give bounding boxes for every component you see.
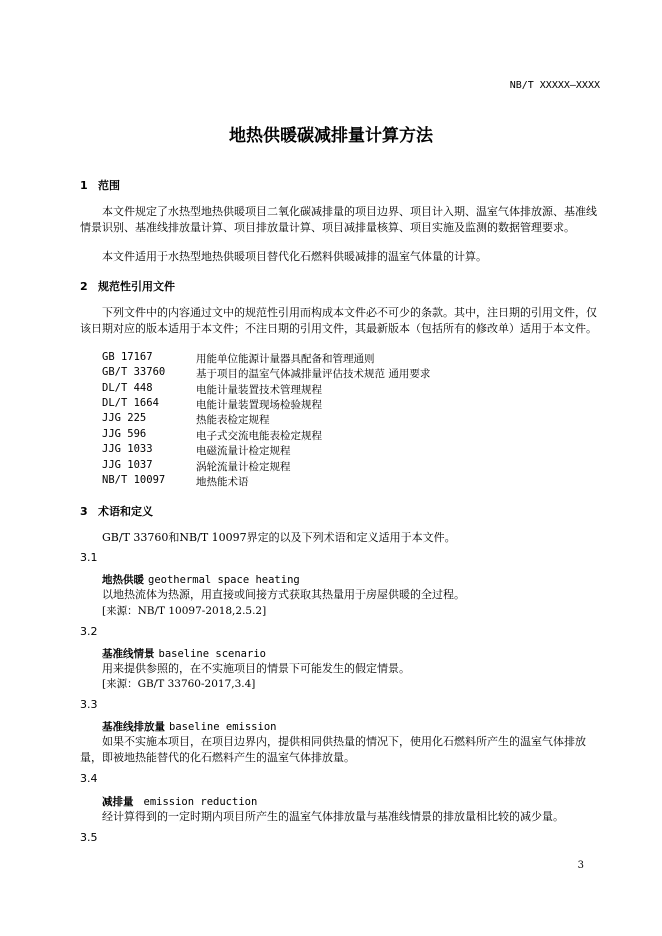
reference-code: GB/T 33760 [102, 366, 166, 378]
reference-title: 地热能术语 [196, 476, 249, 488]
section-3-paragraph-1: GB/T 33760和NB/T 10097界定的以及下列术语和定义适用于本文件。 [102, 531, 456, 544]
section-2-heading [80, 278, 175, 294]
reference-title: 涡轮流量计检定规程 [196, 461, 291, 473]
reference-title: 基于项目的温室气体减排量评估技术规范 通用要求 [196, 368, 431, 380]
term-name [102, 646, 266, 661]
page-title: 地热供暖碳减排量计算方法 [229, 126, 433, 146]
reference-title: 电能计量装置现场检验规程 [196, 399, 322, 411]
section-2-paragraph-1: 下列文件中的内容通过文中的规范性引用而构成本文件必不可少的条款。其中，注日期的引用文件，仅该日期对应的版本适用于本文件；不注日期的引用文件，其最新版本（包括所有的修改单）适用于本文件。 [80, 306, 597, 335]
reference-code: DL/T 448 [102, 382, 153, 394]
section-number: 2 [80, 280, 88, 293]
reference-title: 电子式交流电能表检定规程 [196, 430, 322, 442]
term-source: [来源：NB/T 10097-2018,2.5.2] [102, 605, 267, 617]
reference-code: GB 17167 [102, 351, 153, 363]
section-number: 1 [80, 179, 88, 192]
reference-title: 电能计量装置技术管理规程 [196, 384, 322, 396]
section-1-paragraph-2: 本文件适用于水热型地热供暖项目替代化石燃料供暖减排的温室气体量的计算。 [102, 250, 487, 263]
term-definition: 经计算得到的一定时期内项目所产生的温室气体排放量与基准线情景的排放量相比较的减少量。 [102, 810, 564, 823]
section-3-heading [80, 503, 153, 519]
reference-code: DL/T 1664 [102, 397, 159, 409]
reference-title: 热能表检定规程 [196, 414, 270, 426]
term-name-en: baseline emission [169, 721, 277, 733]
term-number: 3.3 [80, 698, 98, 711]
document-code: NB/T XXXXX—XXXX [509, 80, 600, 91]
reference-title: 用能单位能源计量器具配备和管理通则 [196, 353, 375, 365]
term-name-cn: 地热供暖 [102, 574, 144, 586]
term-number: 3.5 [80, 831, 98, 844]
term-definition: 用来提供参照的，在不实施项目的情景下可能发生的假定情景。 [102, 662, 410, 675]
term-source: [来源：GB/T 33760-2017,3.4] [102, 678, 256, 690]
section-1-heading [80, 177, 120, 193]
section-title: 规范性引用文件 [98, 280, 175, 293]
term-name [102, 572, 300, 587]
term-name [102, 719, 276, 734]
term-number: 3.1 [80, 551, 98, 564]
term-number: 3.4 [80, 772, 98, 785]
term-name-cn: 基准线排放量 [102, 721, 165, 733]
section-title: 范围 [98, 179, 120, 192]
page-number: 3 [577, 860, 584, 871]
reference-code: JJG 596 [102, 428, 147, 440]
term-name-en: geothermal space heating [148, 574, 300, 586]
term-definition: 以地热流体为热源，用直接或间接方式获取其热量用于房屋供暖的全过程。 [102, 588, 465, 601]
term-name-en: baseline scenario [158, 648, 266, 660]
reference-code: JJG 1033 [102, 443, 153, 455]
section-title: 术语和定义 [98, 505, 153, 518]
section-number: 3 [80, 505, 88, 518]
term-definition: 如果不实施本项目，在项目边界内，提供相同供热量的情况下，使用化石燃料所产生的温室气体排放量，即被地热能替代的化石燃料产生的温室气体排放量。 [80, 735, 586, 764]
term-name-en: emission reduction [143, 796, 258, 808]
term-name-cn: 减排量 [102, 796, 134, 808]
reference-code: NB/T 10097 [102, 474, 166, 486]
term-name-cn: 基准线情景 [102, 648, 155, 660]
reference-code: JJG 1037 [102, 459, 153, 471]
section-1-paragraph-1: 本文件规定了水热型地热供暖项目二氧化碳减排量的项目边界、项目计入期、温室气体排放源、基准线情景识别、基准线排放量计算、项目排放量计算、项目减排量核算、项目实施及监测的数据管理要求。 [80, 205, 597, 234]
reference-title: 电磁流量计检定规程 [196, 445, 291, 457]
term-number: 3.2 [80, 625, 98, 638]
term-name [102, 794, 257, 809]
reference-code: JJG 225 [102, 412, 147, 424]
